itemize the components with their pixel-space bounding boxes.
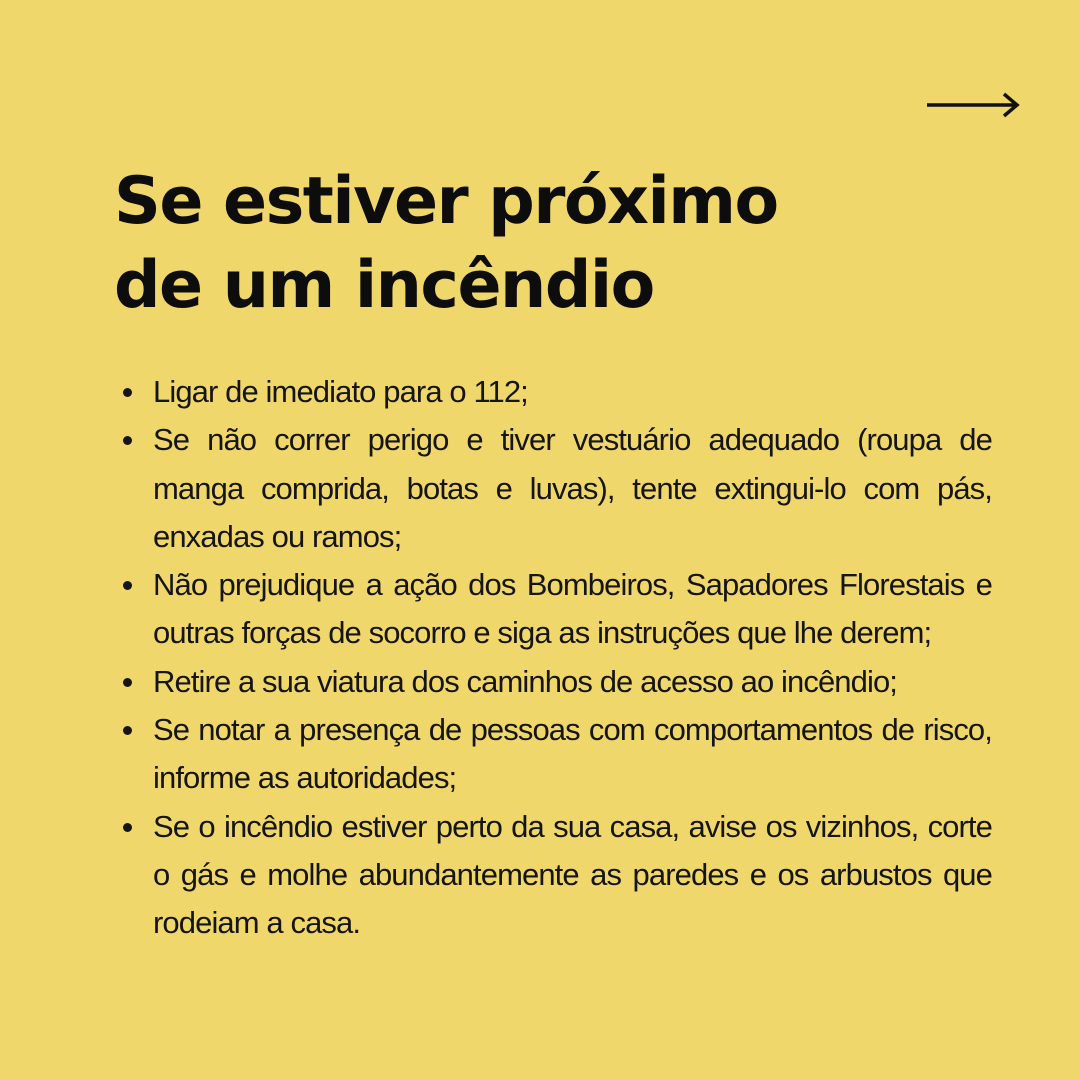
title-line-2: de um incêndio [114, 248, 654, 323]
list-item: Não prejudique a ação dos Bombeiros, Sapadores Florestais e outras forças de socorro e siga as instruções que lhe derem; [153, 561, 992, 658]
title-line-1: Se estiver próximo [114, 164, 778, 239]
list-item: Se não correr perigo e tiver vestuário adequado (roupa de manga comprida, botas e luvas), tente extingui-lo com pás, enxadas ou ramos; [153, 416, 992, 561]
list-item: Ligar de imediato para o 112; [153, 368, 992, 416]
tips-list [153, 368, 992, 948]
right-arrow-icon[interactable] [926, 90, 1020, 120]
list-item: Se o incêndio estiver perto da sua casa, avise os vizinhos, corte o gás e molhe abundantemente as paredes e os arbustos que rodeiam a casa. [153, 803, 992, 948]
page-title [114, 160, 974, 328]
list-item: Se notar a presença de pessoas com comportamentos de risco, informe as autoridades; [153, 706, 992, 803]
list-item: Retire a sua viatura dos caminhos de acesso ao incêndio; [153, 658, 992, 706]
